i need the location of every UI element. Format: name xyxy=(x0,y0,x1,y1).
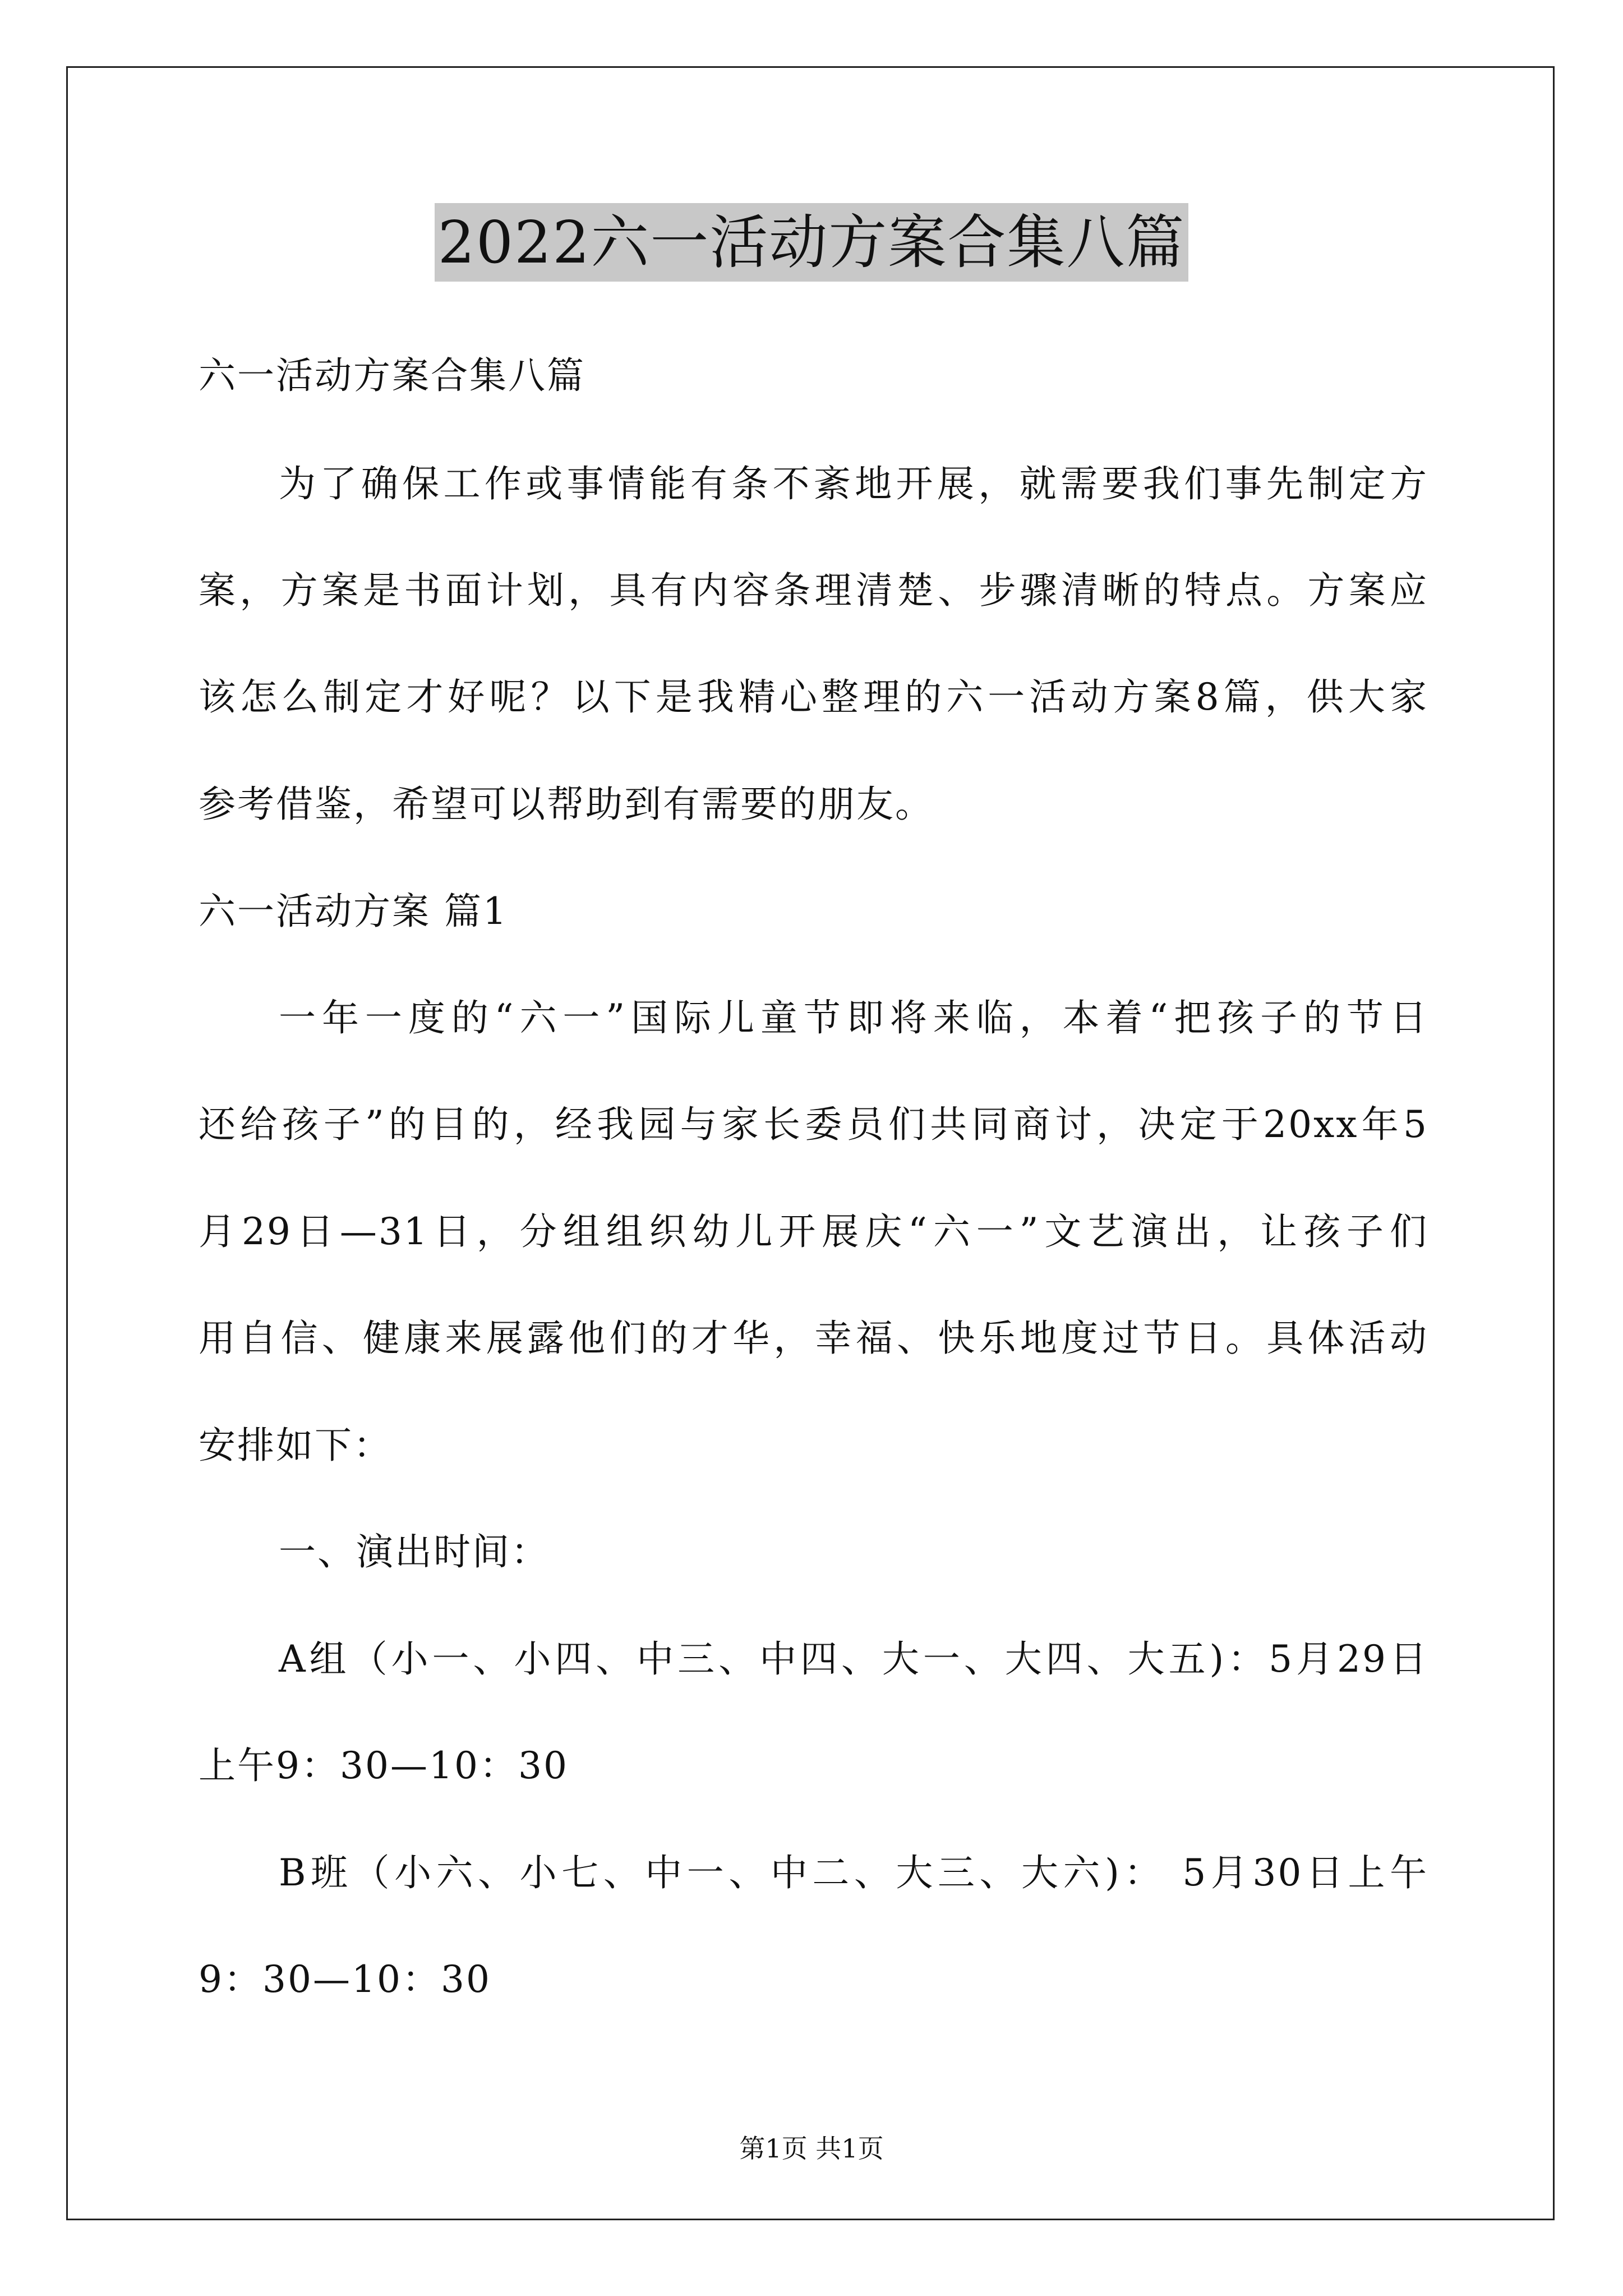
body-line: 安排如下： xyxy=(199,1424,392,1467)
document-title: 2022六一活动方案合集八篇 xyxy=(435,203,1189,282)
body-line: 还给孩子”的目的，经我园与家长委员们共同商讨，决定于20xx年5 xyxy=(199,1103,1428,1146)
group-b-line: B班（小六、小七、中一、中二、大三、大六)： 5月30日上午 xyxy=(279,1851,1428,1894)
page-footer: 第1页 共1页 xyxy=(739,2133,884,2164)
group-a-line: A组（小一、小四、中三、中四、大一、大四、大五)：5月29日 xyxy=(279,1637,1428,1681)
group-b-line: 9：30—10：30 xyxy=(199,1958,491,2001)
document-subtitle: 六一活动方案合集八篇 xyxy=(199,354,585,397)
body-line: 用自信、健康来展露他们的才华，幸福、快乐地度过节日。具体活动 xyxy=(199,1317,1428,1360)
intro-line: 该怎么制定才好呢？以下是我精心整理的六一活动方案8篇，供大家 xyxy=(199,675,1428,719)
item-heading: 一、演出时间： xyxy=(279,1530,550,1573)
title-container xyxy=(0,203,1623,282)
section-heading: 六一活动方案 篇1 xyxy=(199,890,508,933)
intro-line: 为了确保工作或事情能有条不紊地开展，就需要我们事先制定方 xyxy=(279,462,1428,505)
intro-line: 案，方案是书面计划，具有内容条理清楚、步骤清晰的特点。方案应 xyxy=(199,569,1428,612)
body-line: 月29日—31日，分组组织幼儿开展庆“六一”文艺演出，让孩子们 xyxy=(199,1210,1428,1253)
intro-line: 参考借鉴，希望可以帮助到有需要的朋友。 xyxy=(199,783,934,826)
body-line: 一年一度的“六一”国际儿童节即将来临，本着“把孩子的节日 xyxy=(279,996,1428,1039)
group-a-line: 上午9：30—10：30 xyxy=(199,1744,569,1787)
